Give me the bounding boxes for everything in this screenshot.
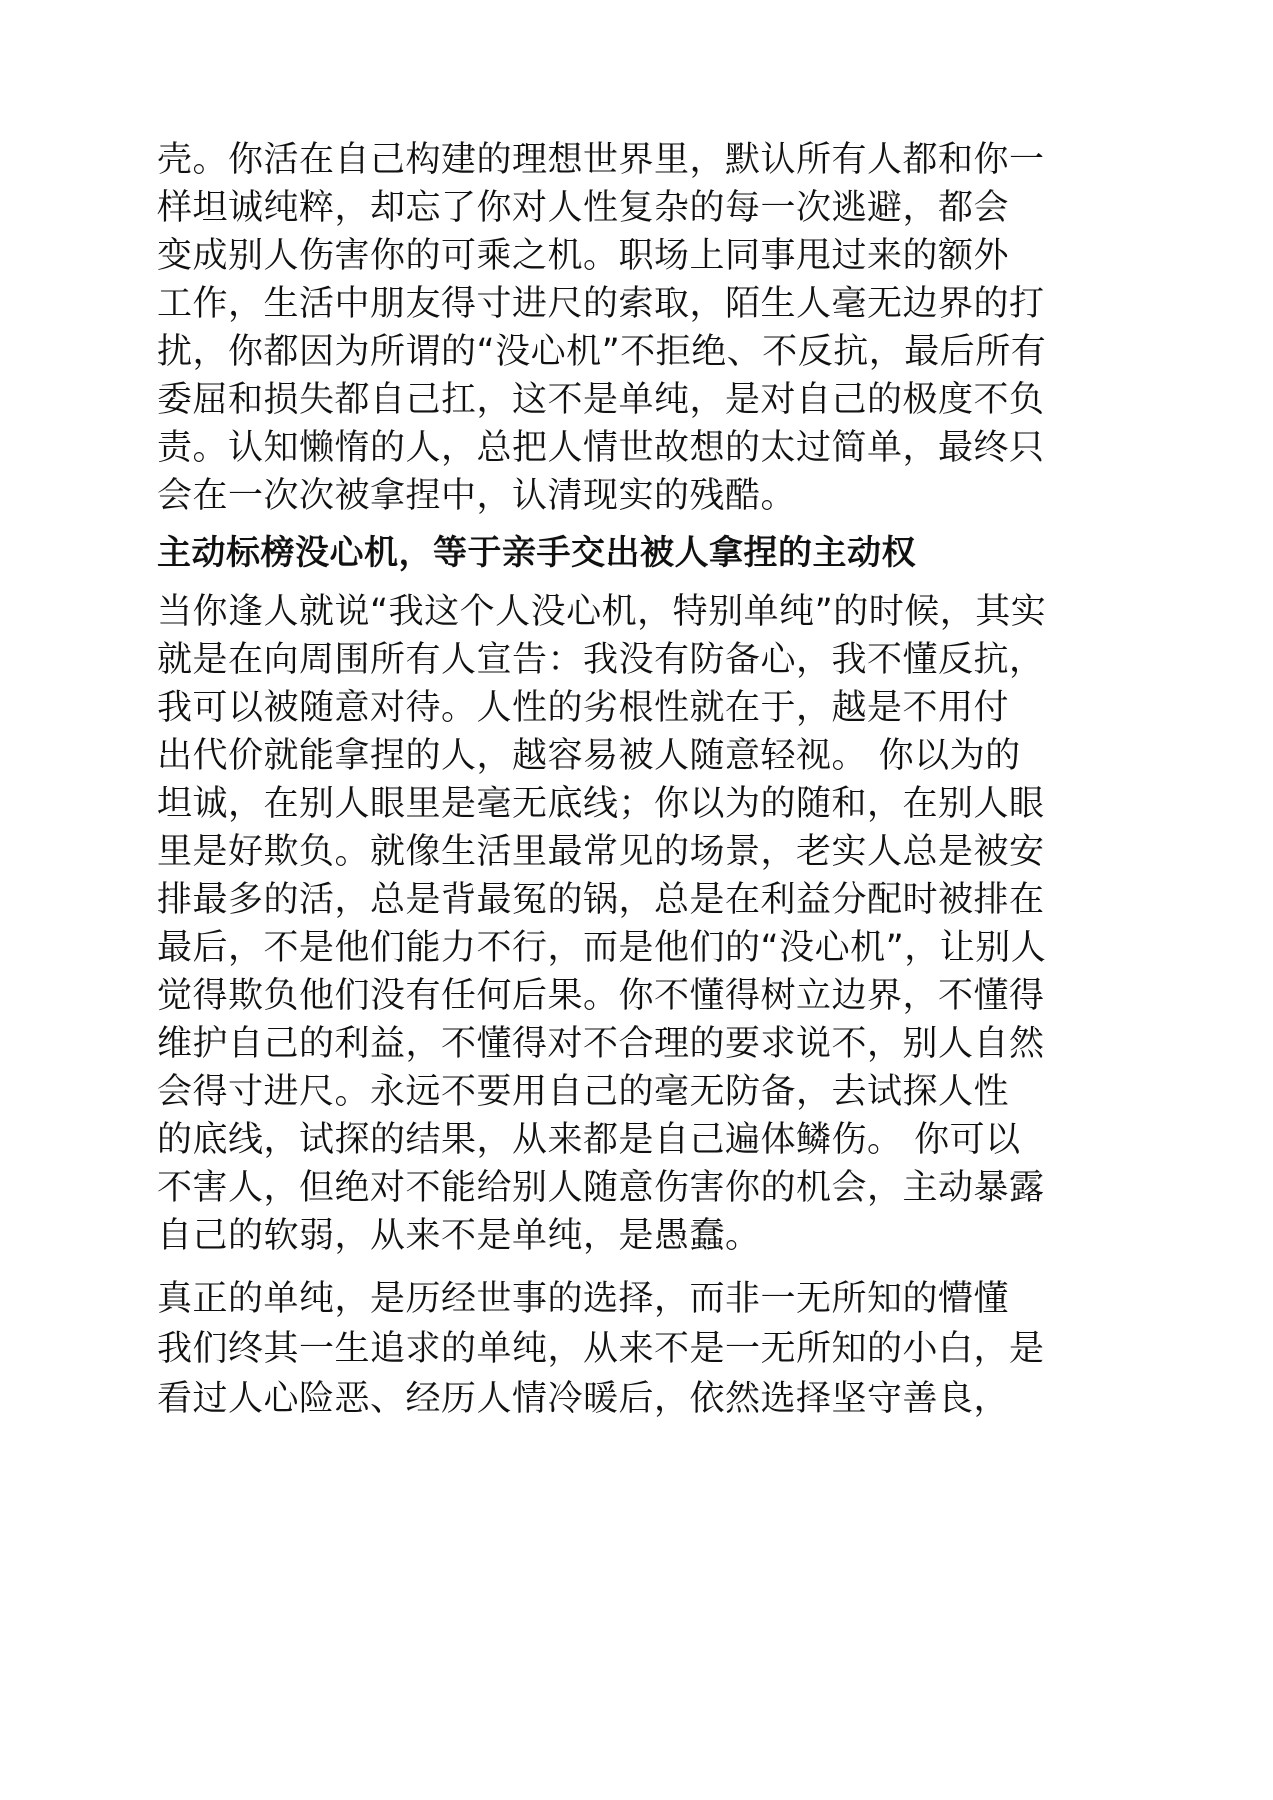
paragraph-line: 我们终其一生追求的单纯，从来不是一无所知的小白，是 — [157, 1329, 1045, 1369]
paragraph-line: 的底线，试探的结果，从来都是自己遍体鳞伤。 你可以 — [157, 1120, 1021, 1160]
paragraph-line: 出代价就能拿捏的人，越容易被人随意轻视。 你以为的 — [157, 736, 1021, 776]
paragraph-line: 工作，生活中朋友得寸进尺的索取，陌生人毫无边界的打 — [157, 284, 1045, 324]
paragraph-line: 委屈和损失都自己扛，这不是单纯，是对自己的极度不负 — [157, 380, 1045, 420]
paragraph-line: 会得寸进尺。永远不要用自己的毫无防备，去试探人性 — [157, 1072, 1010, 1112]
paragraph-line: 当你逢人就说“我这个人没心机，特别单纯”的时候，其实 — [157, 592, 1047, 632]
paragraph-line: 会在一次次被拿捏中，认清现实的残酷。 — [157, 476, 797, 516]
paragraph-line: 我可以被随意对待。人性的劣根性就在于，越是不用付 — [157, 688, 1010, 728]
paragraph-line: 变成别人伤害你的可乘之机。职场上同事甩过来的额外 — [157, 236, 1010, 276]
paragraph-line: 不害人，但绝对不能给别人随意伤害你的机会，主动暴露 — [157, 1168, 1045, 1208]
paragraph-line: 扰，你都因为所谓的“没心机”不拒绝、不反抗，最后所有 — [157, 332, 1047, 372]
paragraph-line: 维护自己的利益，不懂得对不合理的要求说不，别人自然 — [157, 1024, 1045, 1064]
section-heading: 主动标榜没心机，等于亲手交出被人拿捏的主动权 — [157, 533, 916, 573]
paragraph-line: 看过人心险恶、经历人情冷暖后，依然选择坚守善良， — [157, 1379, 1010, 1419]
section-heading: 真正的单纯，是历经世事的选择，而非一无所知的懵懂 — [157, 1279, 1010, 1319]
paragraph-line: 坦诚，在别人眼里是毫无底线；你以为的随和，在别人眼 — [157, 784, 1045, 824]
paragraph-line: 样坦诚纯粹，却忘了你对人性复杂的每一次逃避，都会 — [157, 188, 1010, 228]
paragraph-line: 壳。你活在自己构建的理想世界里，默认所有人都和你一 — [157, 140, 1045, 180]
paragraph-line: 排最多的活，总是背最冤的锅，总是在利益分配时被排在 — [157, 880, 1045, 920]
paragraph-line: 觉得欺负他们没有任何后果。你不懂得树立边界，不懂得 — [157, 976, 1045, 1016]
paragraph-line: 里是好欺负。就像生活里最常见的场景，老实人总是被安 — [157, 832, 1045, 872]
paragraph-line: 最后，不是他们能力不行，而是他们的“没心机”，让别人 — [157, 928, 1047, 968]
paragraph-line: 自己的软弱，从来不是单纯，是愚蠢。 — [157, 1216, 761, 1256]
paragraph-line: 就是在向周围所有人宣告：我没有防备心，我不懂反抗， — [157, 640, 1045, 680]
paragraph-line: 责。认知懒惰的人，总把人情世故想的太过简单，最终只 — [157, 428, 1045, 468]
